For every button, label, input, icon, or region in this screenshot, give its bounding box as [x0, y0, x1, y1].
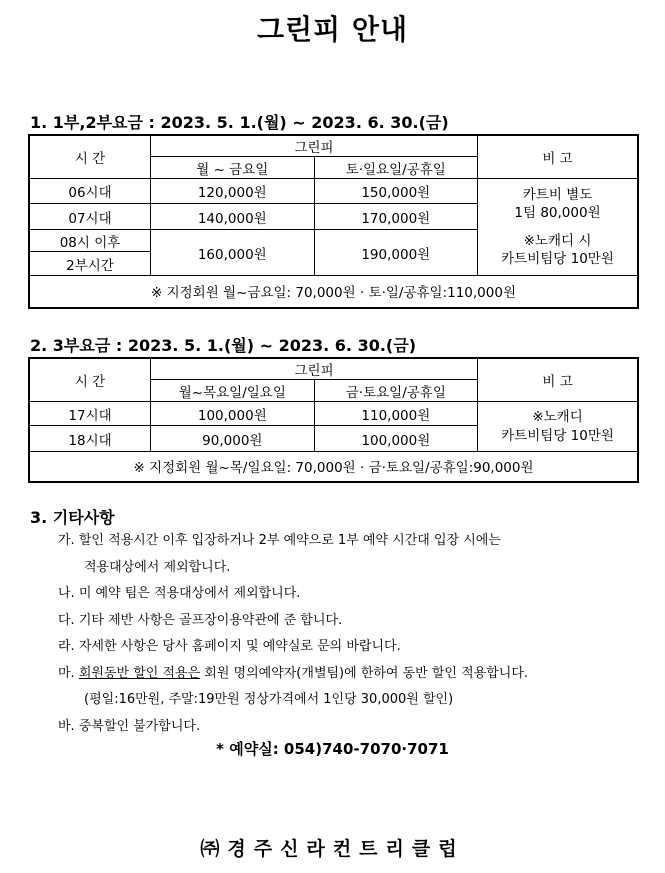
etc-item: 가. 할인 적용시간 이후 입장하거나 2부 예약으로 1부 예약 시간대 입장 시에는: [58, 533, 501, 548]
time-cell: 08시 이후: [29, 230, 151, 252]
club-name: ㈜경주신라컨트리클럽: [200, 838, 465, 860]
etc-item: 나. 미 예약 팀은 적용대상에서 제외합니다.: [58, 586, 301, 601]
col-weekend-header: 토·일요일/공휴일: [314, 157, 478, 179]
section2-heading: 2. 3부요금 : 2023. 5. 1.(월) ~ 2023. 6. 30.(금): [30, 336, 417, 355]
etc-item: [58, 661, 528, 688]
etc-item: 라. 자세한 사항은 당사 홈페이지 및 예약실로 문의 바랍니다.: [58, 639, 401, 654]
page-title: 그린피 안내: [257, 13, 408, 46]
weekend-fee-cell: 150,000원: [314, 179, 478, 204]
col-greenfee-header: 그린피: [151, 135, 478, 157]
etc-item: 다. 기타 제반 사항은 골프장이용약관에 준 합니다.: [58, 612, 343, 628]
section2-fee-table: [28, 357, 639, 483]
col-note-header: 비 고: [478, 135, 638, 179]
weekend-fee-cell: 110,000원: [314, 402, 478, 426]
time-cell: 2부시간: [29, 252, 151, 276]
time-cell: 06시대: [29, 179, 151, 204]
note-line: ※노캐디: [532, 409, 583, 426]
etc-item-text: 회원 명의예약자(개별팀)에 한하여 동반 할인 적용합니다.: [200, 665, 529, 681]
weekday-fee-cell: 90,000원: [151, 426, 315, 452]
weekday-fee-cell: 140,000원: [151, 204, 315, 230]
etc-item: (평일:16만원, 주말:19만원 정상가격에서 1인당 30,000원 할인): [84, 692, 454, 707]
note-line: ※노캐디 시: [523, 233, 592, 249]
col-weekday-header: 월 ~ 금요일: [151, 157, 315, 179]
companion-discount-label: 회원동반 할인 적용은: [78, 665, 201, 681]
member-rate-note: ※ 지정회원 월~금요일: 70,000원 · 토·일/공휴일:110,000원: [29, 276, 638, 308]
note-cell: [478, 179, 638, 276]
reservation-phone: * 예약실: 054)740-7070·7071: [216, 740, 449, 758]
col-weekday-header: 월~목요일/일요일: [151, 380, 315, 402]
etc-item: 적용대상에서 제외합니다.: [84, 559, 231, 575]
time-cell: 18시대: [29, 426, 151, 452]
etc-item-prefix: 마.: [58, 665, 75, 681]
note-line: 카트비팀당 10만원: [501, 251, 614, 268]
section1-heading: 1. 1부,2부요금 : 2023. 5. 1.(월) ~ 2023. 6. 30.(금): [30, 113, 449, 132]
section1-fee-table: [28, 134, 639, 309]
note-line: 1팀 80,000원: [514, 204, 601, 221]
note-line: 카트비팀당 10만원: [501, 427, 614, 444]
col-time-header: 시 간: [29, 135, 151, 179]
weekday-fee-cell: 100,000원: [151, 402, 315, 426]
weekend-fee-cell: 170,000원: [314, 204, 478, 230]
note-line: 카트비 별도: [522, 186, 593, 203]
note-cell: [478, 402, 638, 452]
col-note-header: 비 고: [478, 358, 638, 402]
weekend-fee-cell: 190,000원: [314, 230, 478, 276]
col-weekend-header: 금·토요일/공휴일: [314, 380, 478, 402]
weekend-fee-cell: 100,000원: [314, 426, 478, 452]
etc-list: [58, 528, 528, 740]
col-time-header: 시 간: [29, 358, 151, 402]
time-cell: 07시대: [29, 204, 151, 230]
section3-heading: 3. 기타사항: [30, 508, 115, 527]
weekday-fee-cell: 120,000원: [151, 179, 315, 204]
col-greenfee-header: 그린피: [151, 358, 478, 380]
etc-item: 바. 중복할인 불가합니다.: [58, 718, 201, 734]
time-cell: 17시대: [29, 402, 151, 426]
member-rate-note: ※ 지정회원 월~목/일요일: 70,000원 · 금·토요일/공휴일:90,000원: [29, 452, 638, 482]
weekday-fee-cell: 160,000원: [151, 230, 315, 276]
